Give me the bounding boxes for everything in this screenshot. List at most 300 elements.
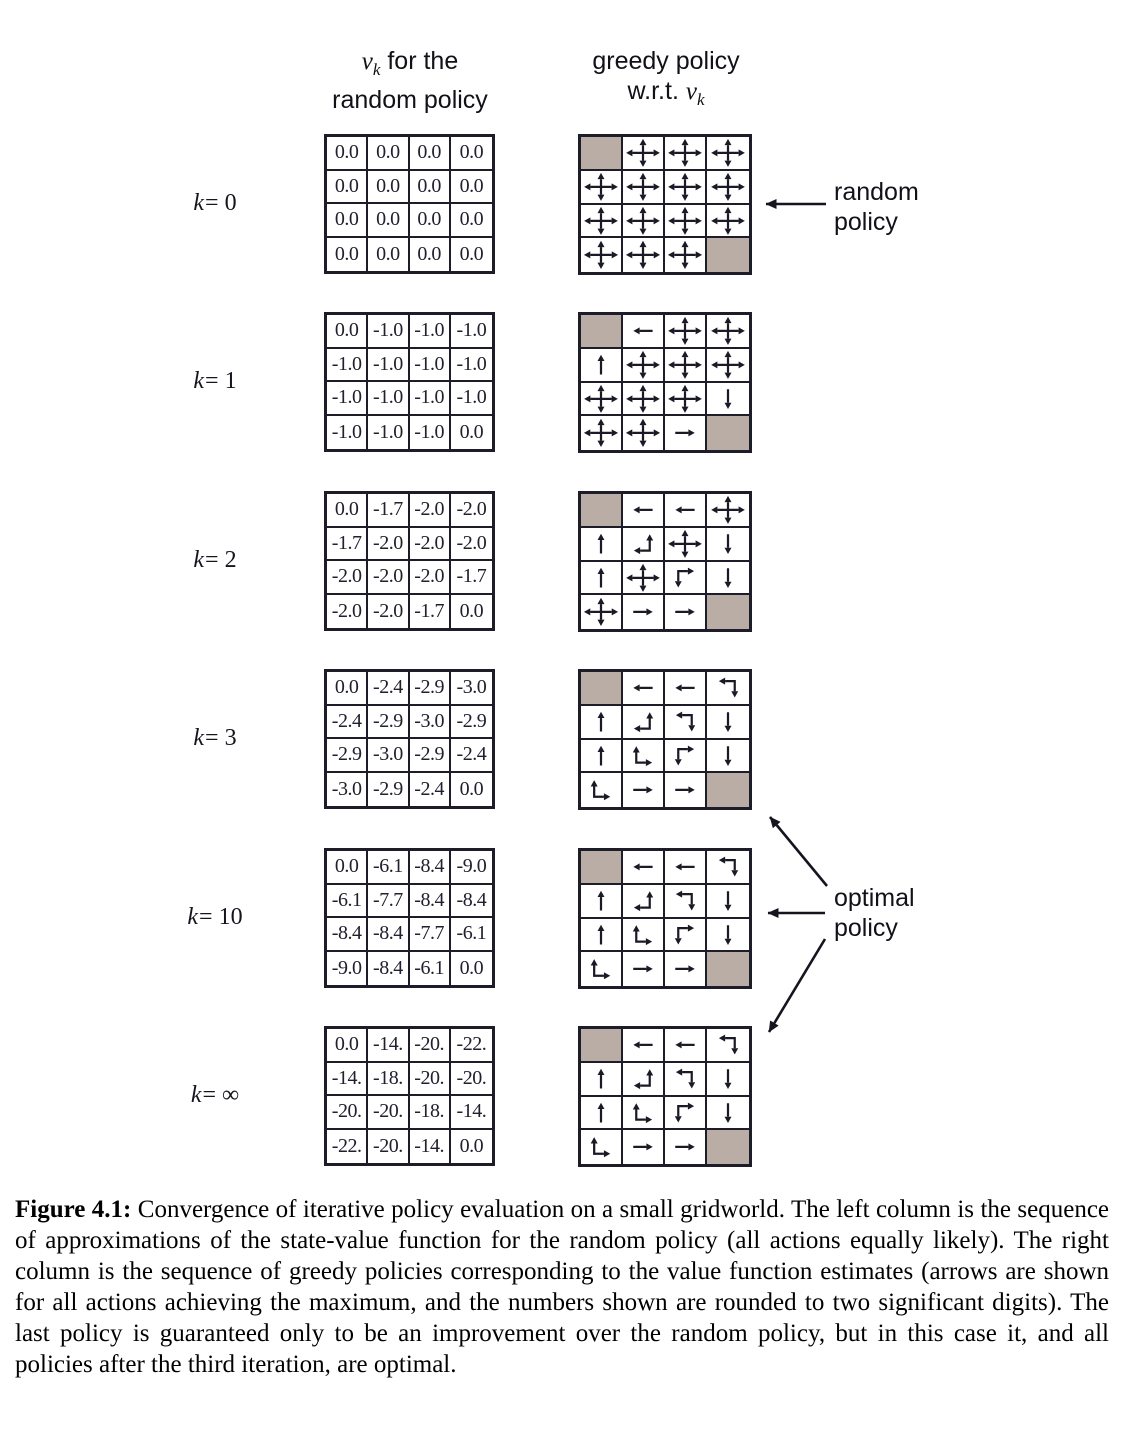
terminal-cell xyxy=(581,137,623,171)
arrow-right-icon xyxy=(665,773,705,807)
optimal-policy-label-line1: optimal xyxy=(834,884,915,912)
value-cell: -1.0 xyxy=(368,315,409,349)
value-cell: -1.7 xyxy=(451,561,492,595)
policy-cell xyxy=(707,349,749,383)
value-cell: 0.0 xyxy=(327,315,368,349)
random-policy-label-line2: policy xyxy=(834,208,898,236)
policy-cell xyxy=(665,562,707,596)
value-cell: -2.0 xyxy=(451,528,492,562)
value-cell: -8.4 xyxy=(451,885,492,919)
value-cell: -1.0 xyxy=(327,416,368,450)
arrows-all-directions-icon xyxy=(665,171,705,203)
iteration-row-1 xyxy=(0,312,1122,453)
arrows-all-directions-icon xyxy=(623,171,663,203)
value-cell: 0.0 xyxy=(327,204,368,238)
arrows-all-directions-icon xyxy=(665,238,705,272)
policy-cell xyxy=(665,919,707,953)
value-cell: 0.0 xyxy=(327,851,368,885)
arrows-all-directions-icon xyxy=(707,349,749,381)
k-value: = 0 xyxy=(205,190,237,216)
value-cell: -3.0 xyxy=(451,672,492,706)
value-cell: -18. xyxy=(410,1096,451,1130)
policy-cell xyxy=(623,562,665,596)
arrows-down-right-icon xyxy=(665,562,705,594)
k-label xyxy=(150,547,280,574)
optimal-policy-label-line2: policy xyxy=(834,914,898,942)
arrows-all-directions-icon xyxy=(707,315,749,347)
value-cell: -2.4 xyxy=(368,672,409,706)
value-cell: -2.0 xyxy=(327,595,368,629)
value-cell: 0.0 xyxy=(451,204,492,238)
arrows-all-directions-icon xyxy=(623,137,663,169)
k-value: = 1 xyxy=(205,368,237,394)
value-cell: -20. xyxy=(368,1130,409,1164)
value-cell: -2.0 xyxy=(451,494,492,528)
policy-cell xyxy=(623,919,665,953)
arrow-up-icon xyxy=(581,349,621,381)
policy-cell xyxy=(665,740,707,774)
value-cell: -7.7 xyxy=(368,885,409,919)
value-cell: 0.0 xyxy=(410,171,451,205)
terminal-cell xyxy=(707,952,749,986)
policy-cell xyxy=(581,416,623,450)
terminal-cell xyxy=(581,851,623,885)
policy-cell xyxy=(665,706,707,740)
arrow-right-icon xyxy=(665,1130,705,1164)
value-cell: -1.0 xyxy=(410,416,451,450)
figure-caption-label: Figure 4.1: xyxy=(15,1196,132,1223)
policy-cell xyxy=(623,494,665,528)
value-cell: 0.0 xyxy=(327,137,368,171)
policy-cell xyxy=(623,952,665,986)
arrow-left-icon xyxy=(623,315,663,347)
value-cell: -20. xyxy=(410,1029,451,1063)
policy-cell xyxy=(665,595,707,629)
policy-cell xyxy=(665,885,707,919)
value-cell: -22. xyxy=(451,1029,492,1063)
policy-cell xyxy=(581,773,623,807)
arrow-right-icon xyxy=(623,952,663,986)
policy-cell xyxy=(707,885,749,919)
policy-cell xyxy=(665,205,707,239)
value-cell: -1.0 xyxy=(327,382,368,416)
value-cell: -2.0 xyxy=(368,561,409,595)
value-cell: -6.1 xyxy=(327,885,368,919)
arrow-up-icon xyxy=(581,885,621,917)
value-cell: 0.0 xyxy=(368,204,409,238)
policy-cell xyxy=(707,171,749,205)
policy-cell xyxy=(581,1130,623,1164)
terminal-cell xyxy=(707,773,749,807)
value-cell: -2.0 xyxy=(368,528,409,562)
value-cell: 0.0 xyxy=(459,956,484,979)
policy-cell xyxy=(623,1063,665,1097)
value-cell: -1.0 xyxy=(410,382,451,416)
arrow-up-icon xyxy=(581,528,621,560)
arrow-left-icon xyxy=(623,1029,663,1061)
policy-cell xyxy=(707,137,749,171)
value-cell: -2.0 xyxy=(410,528,451,562)
value-column-header-line1: $v_k$ for the xyxy=(361,47,459,79)
arrows-all-directions-icon xyxy=(581,171,621,203)
arrows-up-right-icon xyxy=(623,1097,663,1129)
iteration-row-5 xyxy=(0,1026,1122,1167)
terminal-cell xyxy=(581,672,623,706)
policy-cell xyxy=(623,1097,665,1131)
value-cell: -20. xyxy=(410,1063,451,1097)
arrow-left-icon xyxy=(665,1029,705,1061)
arrow-down-icon xyxy=(707,919,749,951)
arrow-right-icon xyxy=(623,1130,663,1164)
arrows-up-right-icon xyxy=(581,1130,621,1164)
value-cell: -1.0 xyxy=(327,349,368,383)
arrow-down-icon xyxy=(707,885,749,917)
policy-cell xyxy=(581,706,623,740)
k-label xyxy=(150,904,280,931)
policy-cell xyxy=(581,952,623,986)
policy-grid xyxy=(578,669,752,810)
vk-symbol: $v_k$ xyxy=(685,78,705,109)
value-cell: -22. xyxy=(327,1130,368,1164)
policy-cell xyxy=(665,1029,707,1063)
value-cell: -8.4 xyxy=(327,918,368,952)
value-cell: -14. xyxy=(327,1063,368,1097)
arrow-up-icon xyxy=(581,562,621,594)
arrows-up-right-icon xyxy=(581,773,621,807)
value-cell: -9.0 xyxy=(327,952,368,986)
policy-grid xyxy=(578,312,752,453)
arrows-all-directions-icon xyxy=(581,383,621,415)
policy-grid xyxy=(578,491,752,632)
value-cell: -8.4 xyxy=(410,885,451,919)
arrows-down-left-icon xyxy=(665,706,705,738)
arrows-all-directions-icon xyxy=(623,383,663,415)
policy-cell xyxy=(665,952,707,986)
policy-cell xyxy=(581,383,623,417)
iteration-row-2 xyxy=(0,491,1122,632)
arrow-left-icon xyxy=(665,851,705,883)
arrows-all-directions-icon xyxy=(665,383,705,415)
policy-cell xyxy=(707,383,749,417)
value-cell: -2.9 xyxy=(368,706,409,740)
value-column-header-line2: random policy xyxy=(332,86,488,114)
value-cell: -2.0 xyxy=(410,561,451,595)
arrow-right-icon xyxy=(623,595,663,629)
iteration-row-4 xyxy=(0,848,1122,989)
value-cell: 0.0 xyxy=(459,1134,484,1157)
policy-cell xyxy=(581,740,623,774)
random-policy-label xyxy=(834,177,919,237)
value-cell: 0.0 xyxy=(327,494,368,528)
policy-cell xyxy=(707,1097,749,1131)
value-cell: -1.0 xyxy=(410,349,451,383)
value-grid xyxy=(324,669,495,809)
policy-cell xyxy=(707,315,749,349)
arrows-up-left-icon xyxy=(623,528,663,560)
policy-cell xyxy=(665,315,707,349)
value-cell: 0.0 xyxy=(410,137,451,171)
policy-cell xyxy=(665,1097,707,1131)
policy-cell xyxy=(623,383,665,417)
arrows-all-directions-icon xyxy=(581,416,621,450)
policy-column-header xyxy=(550,46,782,115)
policy-cell xyxy=(623,1130,665,1164)
arrows-all-directions-icon xyxy=(623,349,663,381)
policy-cell xyxy=(623,672,665,706)
arrow-down-icon xyxy=(707,383,749,415)
iteration-row-0 xyxy=(0,134,1122,275)
policy-cell xyxy=(623,238,665,272)
arrows-all-directions-icon xyxy=(665,528,705,560)
value-cell: 0.0 xyxy=(368,137,409,171)
arrow-up-icon xyxy=(581,1097,621,1129)
value-column-header xyxy=(294,46,526,115)
value-cell: -14. xyxy=(368,1029,409,1063)
arrows-all-directions-icon xyxy=(665,137,705,169)
value-cell: -1.0 xyxy=(451,315,492,349)
policy-cell xyxy=(707,919,749,953)
arrow-down-icon xyxy=(707,562,749,594)
value-cell: 0.0 xyxy=(368,238,409,272)
arrows-all-directions-icon xyxy=(665,205,705,237)
value-cell: -6.1 xyxy=(410,952,451,986)
policy-cell xyxy=(623,595,665,629)
value-cell: -1.7 xyxy=(368,494,409,528)
value-cell: 0.0 xyxy=(327,171,368,205)
policy-cell xyxy=(581,205,623,239)
value-cell: 0.0 xyxy=(327,238,368,272)
value-cell: -1.0 xyxy=(368,416,409,450)
policy-cell xyxy=(665,672,707,706)
arrow-up-icon xyxy=(581,706,621,738)
policy-cell xyxy=(623,205,665,239)
value-cell: -8.4 xyxy=(368,952,409,986)
k-variable: k xyxy=(193,190,205,216)
arrow-up-icon xyxy=(581,919,621,951)
value-cell: -1.0 xyxy=(368,382,409,416)
policy-cell xyxy=(665,238,707,272)
arrow-up-icon xyxy=(581,1063,621,1095)
arrows-all-directions-icon xyxy=(623,562,663,594)
arrows-up-left-icon xyxy=(623,1063,663,1095)
value-grid xyxy=(324,848,495,988)
value-cell: -20. xyxy=(368,1096,409,1130)
arrows-up-right-icon xyxy=(581,952,621,986)
arrows-up-left-icon xyxy=(623,885,663,917)
value-cell: 0.0 xyxy=(327,672,368,706)
value-cell: -2.9 xyxy=(451,706,492,740)
value-cell: -2.0 xyxy=(410,494,451,528)
policy-cell xyxy=(581,349,623,383)
arrows-all-directions-icon xyxy=(707,494,749,526)
value-cell: 0.0 xyxy=(327,1029,368,1063)
terminal-cell xyxy=(707,238,749,272)
policy-cell xyxy=(665,851,707,885)
value-cell: -8.4 xyxy=(410,851,451,885)
value-cell: -18. xyxy=(368,1063,409,1097)
arrow-down-icon xyxy=(707,1097,749,1129)
value-cell: 0.0 xyxy=(459,777,484,800)
value-cell: 0.0 xyxy=(459,599,484,622)
k-value: = 2 xyxy=(205,547,237,573)
policy-cell xyxy=(623,137,665,171)
value-cell: 0.0 xyxy=(451,171,492,205)
policy-cell xyxy=(665,383,707,417)
k-variable: k xyxy=(193,547,205,573)
policy-cell xyxy=(623,528,665,562)
value-cell: -3.0 xyxy=(410,706,451,740)
value-cell: -1.0 xyxy=(451,382,492,416)
vk-symbol: $v_k$ xyxy=(361,48,381,79)
k-variable: k xyxy=(193,725,205,751)
value-cell: 0.0 xyxy=(410,238,451,272)
policy-cell xyxy=(581,595,623,629)
value-cell: -2.9 xyxy=(368,773,409,807)
value-cell: -3.0 xyxy=(368,739,409,773)
policy-cell xyxy=(623,885,665,919)
value-cell: -14. xyxy=(410,1130,451,1164)
value-cell: -2.9 xyxy=(410,739,451,773)
value-grid xyxy=(324,134,495,274)
k-label xyxy=(150,190,280,217)
arrows-all-directions-icon xyxy=(707,171,749,203)
arrows-all-directions-icon xyxy=(623,205,663,237)
policy-cell xyxy=(623,171,665,205)
arrow-left-icon xyxy=(665,672,705,704)
policy-cell xyxy=(581,238,623,272)
policy-cell xyxy=(665,171,707,205)
k-label xyxy=(150,1082,280,1109)
policy-cell xyxy=(665,349,707,383)
value-cell: 0.0 xyxy=(410,204,451,238)
random-policy-label-line1: random xyxy=(834,178,919,206)
policy-cell xyxy=(707,672,749,706)
arrows-up-left-icon xyxy=(623,706,663,738)
value-cell: -1.7 xyxy=(410,595,451,629)
policy-cell xyxy=(665,416,707,450)
policy-cell xyxy=(581,528,623,562)
arrows-down-left-icon xyxy=(707,851,749,883)
policy-cell xyxy=(623,740,665,774)
policy-cell xyxy=(623,706,665,740)
terminal-cell xyxy=(707,1130,749,1164)
value-grid xyxy=(324,312,495,452)
policy-column-header-line1: greedy policy xyxy=(592,47,740,75)
k-variable: k xyxy=(187,904,199,930)
value-cell: -1.0 xyxy=(451,349,492,383)
policy-grid xyxy=(578,848,752,989)
policy-cell xyxy=(581,1097,623,1131)
policy-cell xyxy=(623,1029,665,1063)
policy-cell xyxy=(581,885,623,919)
arrow-down-icon xyxy=(707,706,749,738)
policy-cell xyxy=(581,562,623,596)
arrows-all-directions-icon xyxy=(665,315,705,347)
value-cell: 0.0 xyxy=(459,420,484,443)
arrow-left-icon xyxy=(623,494,663,526)
policy-cell xyxy=(707,562,749,596)
value-cell: -1.0 xyxy=(410,315,451,349)
policy-cell xyxy=(665,773,707,807)
value-cell: -1.0 xyxy=(368,349,409,383)
policy-cell xyxy=(707,1029,749,1063)
arrow-left-icon xyxy=(665,494,705,526)
arrows-down-left-icon xyxy=(665,885,705,917)
policy-cell xyxy=(707,528,749,562)
arrow-left-icon xyxy=(623,851,663,883)
arrow-down-icon xyxy=(707,528,749,560)
policy-cell xyxy=(665,1063,707,1097)
policy-grid xyxy=(578,134,752,275)
arrows-all-directions-icon xyxy=(623,416,663,450)
arrow-down-icon xyxy=(707,1063,749,1095)
policy-cell xyxy=(707,1063,749,1097)
value-cell: -9.0 xyxy=(451,851,492,885)
value-cell: -2.4 xyxy=(410,773,451,807)
k-label xyxy=(150,725,280,752)
arrows-down-left-icon xyxy=(707,1029,749,1061)
k-label xyxy=(150,368,280,395)
value-cell: -8.4 xyxy=(368,918,409,952)
value-cell: -2.4 xyxy=(451,739,492,773)
arrows-down-left-icon xyxy=(707,672,749,704)
value-cell: -2.9 xyxy=(327,739,368,773)
value-cell: -6.1 xyxy=(451,918,492,952)
arrow-right-icon xyxy=(665,952,705,986)
arrows-all-directions-icon xyxy=(581,595,621,629)
k-variable: k xyxy=(193,368,205,394)
k-variable: k xyxy=(190,1082,202,1108)
terminal-cell xyxy=(707,416,749,450)
iteration-row-3 xyxy=(0,669,1122,810)
arrow-right-icon xyxy=(623,773,663,807)
policy-cell xyxy=(665,494,707,528)
optimal-policy-label xyxy=(834,883,915,943)
value-grid xyxy=(324,1026,495,1166)
value-cell: -2.4 xyxy=(327,706,368,740)
arrow-down-icon xyxy=(707,740,749,772)
policy-cell xyxy=(707,706,749,740)
value-cell: -6.1 xyxy=(368,851,409,885)
value-cell: 0.0 xyxy=(368,171,409,205)
arrows-all-directions-icon xyxy=(623,238,663,272)
figure-caption-text: Convergence of iterative policy evaluation on a small gridworld. The left column is the sequence of approximations of the state-value function for the random policy (all actions equally likely). The right column is the sequence of greedy policies corresponding to the value function estimates (arrows are shown for all actions achieving the maximum, and the numbers shown are rounded to two significant digits). The last policy is guaranteed only to be an improvement over the random policy, but in this case it, and all policies after the third iteration, are optimal. xyxy=(15,1196,1110,1378)
arrows-up-right-icon xyxy=(623,740,663,772)
terminal-cell xyxy=(581,315,623,349)
policy-cell xyxy=(707,205,749,239)
arrows-down-right-icon xyxy=(665,740,705,772)
arrow-right-icon xyxy=(665,416,705,450)
value-grid xyxy=(324,491,495,631)
policy-cell xyxy=(665,528,707,562)
terminal-cell xyxy=(581,494,623,528)
policy-cell xyxy=(665,137,707,171)
arrows-down-right-icon xyxy=(665,919,705,951)
arrow-left-icon xyxy=(623,672,663,704)
arrows-all-directions-icon xyxy=(581,238,621,272)
value-cell: -7.7 xyxy=(410,918,451,952)
policy-cell xyxy=(707,494,749,528)
arrows-down-left-icon xyxy=(665,1063,705,1095)
policy-grid xyxy=(578,1026,752,1167)
arrows-down-right-icon xyxy=(665,1097,705,1129)
policy-cell xyxy=(665,1130,707,1164)
value-cell: -3.0 xyxy=(327,773,368,807)
policy-cell xyxy=(707,740,749,774)
value-cell: -20. xyxy=(451,1063,492,1097)
value-cell: 0.0 xyxy=(459,242,484,265)
policy-cell xyxy=(623,773,665,807)
